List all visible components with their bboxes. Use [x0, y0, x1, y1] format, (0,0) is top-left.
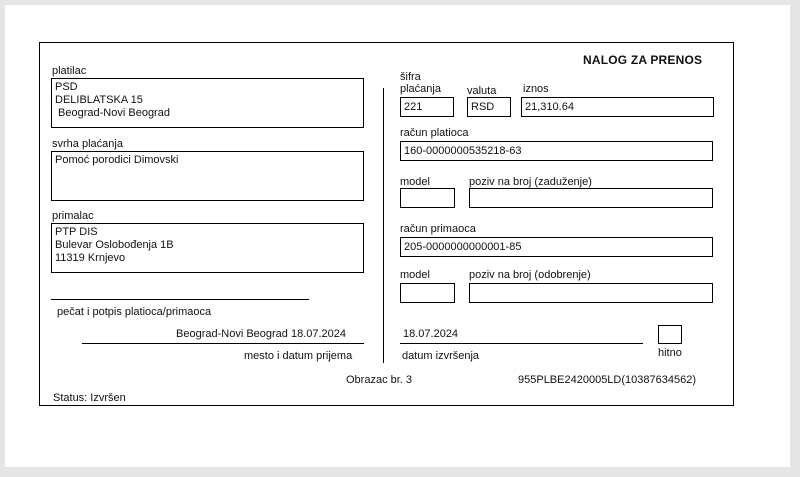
recipient-account-label: račun primaoca: [400, 223, 476, 235]
status-text: Status: Izvršen: [53, 392, 126, 404]
execution-date-value: 18.07.2024: [403, 328, 459, 340]
purpose-box: [51, 151, 364, 201]
recipient-account-field: [400, 237, 713, 257]
payment-code-value: 221: [404, 101, 423, 113]
page-edge-right: [790, 0, 800, 477]
debit-model-field: [400, 188, 455, 208]
payer-line-3: Beograd-Novi Beograd: [55, 107, 170, 119]
payer-account-label: račun platioca: [400, 127, 469, 139]
payment-order-form: [39, 42, 734, 406]
stamp-signature-line: [51, 299, 309, 300]
recipient-line-2: Bulevar Oslobođenja 1B: [55, 239, 174, 251]
stamp-signature-label: pečat i potpis platioca/primaoca: [57, 306, 212, 318]
form-title: NALOG ZA PRENOS: [583, 53, 703, 67]
credit-model-label: model: [400, 269, 430, 281]
page-edge-top: [0, 0, 800, 5]
place-date-line: [82, 343, 364, 344]
debit-reference-label: poziv na broj (zaduženje): [469, 176, 592, 188]
purpose-label: svrha plaćanja: [52, 138, 123, 150]
debit-reference-field: [469, 188, 713, 208]
payment-code-label-bottom: plaćanja: [400, 83, 441, 95]
payment-code-field: [400, 97, 454, 117]
currency-value: RSD: [471, 101, 495, 113]
payment-code-label-top: šifra: [400, 71, 421, 83]
amount-field: [521, 97, 714, 117]
amount-value: 21,310.64: [525, 101, 574, 113]
payer-line-1: PSD: [55, 81, 78, 93]
page-edge-bottom: [0, 467, 800, 477]
debit-model-label: model: [400, 176, 430, 188]
credit-reference-field: [469, 283, 713, 303]
payer-account-field: [400, 141, 713, 161]
recipient-line-1: PTP DIS: [55, 226, 98, 238]
urgent-label: hitno: [658, 347, 682, 359]
place-date-label: mesto i datum prijema: [244, 350, 353, 362]
currency-label: valuta: [467, 85, 497, 97]
column-divider: [383, 88, 384, 363]
recipient-account-value: 205-0000000000001-85: [404, 241, 522, 253]
credit-reference-label: poziv na broj (odobrenje): [469, 269, 591, 281]
payer-box: [51, 78, 364, 128]
credit-model-field: [400, 283, 455, 303]
execution-date-label: datum izvršenja: [402, 350, 480, 362]
recipient-box: [51, 223, 364, 273]
reference-code: 955PLBE2420005LD(10387634562): [518, 374, 696, 386]
amount-label: iznos: [523, 83, 549, 95]
purpose-value: Pomoć porodici Dimovski: [55, 154, 179, 166]
payer-label: platilac: [52, 65, 87, 77]
payer-account-value: 160-0000000535218-63: [404, 145, 522, 157]
payer-line-2: DELIBLATSKA 15: [55, 94, 143, 106]
page-edge-left: [0, 0, 5, 477]
recipient-line-3: 11319 Krnjevo: [55, 252, 126, 264]
form-number: Obrazac br. 3: [346, 374, 413, 386]
place-date-value: Beograd-Novi Beograd 18.07.2024: [176, 328, 347, 340]
execution-date-line: [400, 343, 643, 344]
currency-field: [467, 97, 511, 117]
urgent-checkbox: [658, 325, 682, 344]
recipient-label: primalac: [52, 210, 94, 222]
